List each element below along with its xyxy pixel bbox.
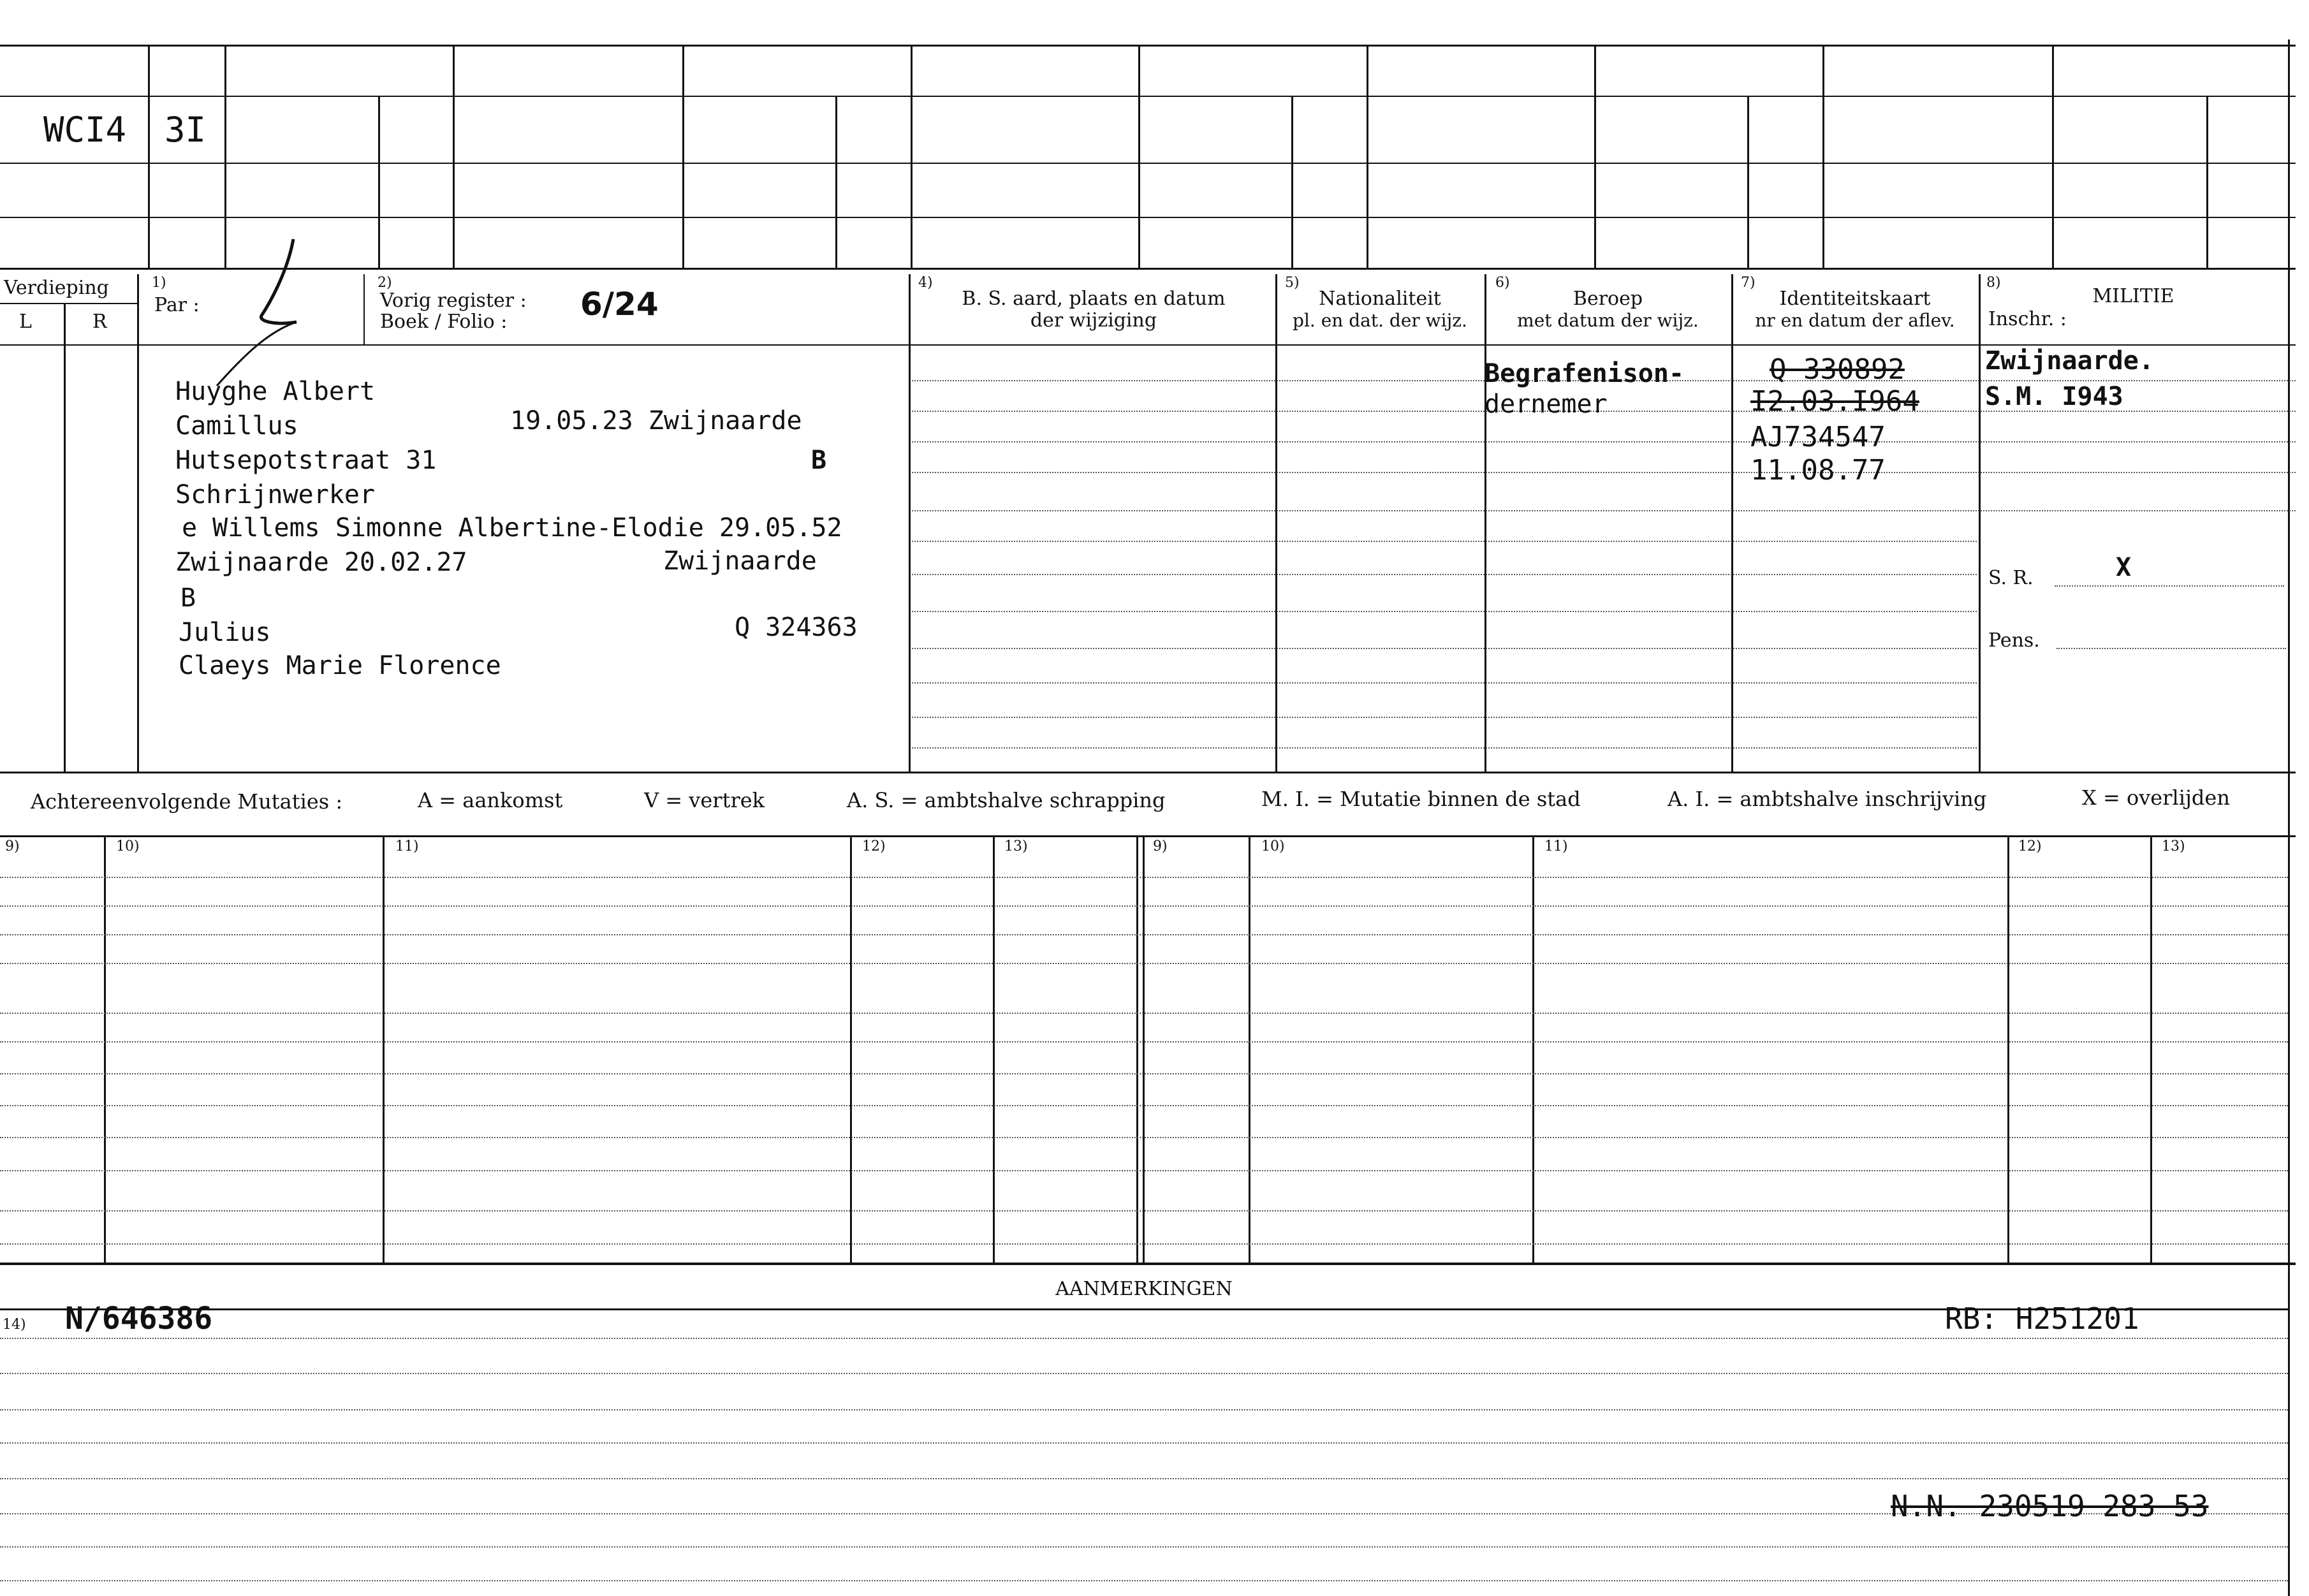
- legend-ambtshalve-schrapping: A. S. = ambtshalve schrapping: [847, 788, 1166, 812]
- boek-folio-label: Boek / Folio :: [380, 311, 508, 333]
- legend-overlijden: X = overlijden: [2082, 786, 2230, 810]
- bs-header-line1: B. S. aard, plaats en datum: [962, 288, 1226, 310]
- mutaties-col-9: 9): [5, 838, 20, 854]
- col-r-label: R: [92, 311, 107, 333]
- sr-value: X: [2116, 553, 2132, 582]
- signature-mark: [191, 236, 344, 389]
- militie-inschr-value: Zwijnaarde.: [1985, 346, 2154, 376]
- person-address: Hutsepotstraat 31: [175, 446, 437, 475]
- beroep-line2: dernemer: [1484, 390, 1608, 419]
- mutaties-col-11: 11): [395, 838, 419, 854]
- militie-header: MILITIE: [2092, 285, 2174, 307]
- aanmerking-number: N/646386: [65, 1301, 213, 1336]
- beroep-header: Beroep: [1572, 288, 1643, 310]
- beroep-line1: Begrafenison-: [1484, 359, 1685, 388]
- sr-label: S. R.: [1988, 567, 2034, 589]
- mutaties-col-13: 13): [1004, 838, 1028, 854]
- top-number: 3I: [165, 110, 207, 150]
- field-number-7: 7): [1741, 275, 1756, 291]
- mutaties-col-9b: 9): [1153, 838, 1168, 854]
- pens-label: Pens.: [1988, 629, 2040, 652]
- mutaties-col-11b: 11): [1544, 838, 1568, 854]
- field-number-2: 2): [378, 275, 392, 291]
- inschr-label: Inschr. :: [1988, 308, 2067, 330]
- bs-header-line2: der wijziging: [1030, 309, 1157, 332]
- nationaliteit-header: Nationaliteit: [1319, 288, 1441, 310]
- field-number-4: 4): [918, 275, 933, 291]
- field-number-1: 1): [152, 275, 166, 291]
- person-address-code: B: [811, 446, 827, 475]
- aanmerkingen-title: AANMERKINGEN: [1055, 1278, 1233, 1300]
- mutaties-col-12: 12): [862, 838, 886, 854]
- mutaties-col-12b: 12): [2018, 838, 2042, 854]
- id-number-2: AJ734547: [1750, 421, 1886, 453]
- person-father-id: Q 324363: [735, 613, 858, 642]
- id-number-1: Q 330892: [1770, 353, 1905, 386]
- legend-aankomst: A = aankomst: [418, 788, 563, 812]
- id-date-1: I2.03.I964: [1750, 385, 1919, 418]
- mutaties-col-10: 10): [116, 838, 140, 854]
- person-occupation: Schrijnwerker: [175, 480, 376, 509]
- rb-number: RB: H251201: [1945, 1301, 2139, 1336]
- id-date-2: 11.08.77: [1750, 454, 1886, 487]
- person-given-names: Camillus: [175, 411, 298, 441]
- verdieping-label: Verdieping: [4, 277, 109, 299]
- legend-mutatie-stad: M. I. = Mutatie binnen de stad: [1261, 787, 1581, 811]
- field-number-8: 8): [1986, 275, 2001, 291]
- mutaties-col-13b: 13): [2162, 838, 2185, 854]
- person-spouse: e Willems Simonne Albertine-Elodie 29.05.52: [182, 513, 842, 543]
- person-code-b: B: [180, 583, 196, 613]
- legend-vertrek: V = vertrek: [644, 788, 765, 812]
- vorig-register-value: 6/24: [580, 286, 659, 323]
- legend-ambtshalve-inschrijving: A. I. = ambtshalve inschrijving: [1668, 787, 1987, 811]
- person-spouse-place: Zwijnaarde: [663, 546, 817, 576]
- nn-number: N.N. 230519 283 53: [1891, 1489, 2209, 1523]
- field-number-6: 6): [1495, 275, 1510, 291]
- identiteitskaart-subheader: nr en datum der aflev.: [1755, 310, 1955, 331]
- beroep-subheader: met datum der wijz.: [1517, 310, 1699, 331]
- top-code: WCI4: [43, 110, 127, 150]
- militie-year: S.M. I943: [1985, 382, 2123, 411]
- field-number-5: 5): [1285, 275, 1300, 291]
- col-l-label: L: [19, 311, 32, 333]
- vorig-register-label: Vorig register :: [380, 289, 527, 312]
- mutaties-col-10b: 10): [1261, 838, 1285, 854]
- identiteitskaart-header: Identiteitskaart: [1779, 288, 1931, 310]
- field-number-14: 14): [3, 1317, 26, 1333]
- person-spouse-birth: Zwijnaarde 20.02.27: [175, 548, 467, 577]
- person-birth: 19.05.23 Zwijnaarde: [510, 406, 802, 436]
- person-name: Huyghe Albert: [175, 377, 376, 406]
- person-mother: Claeys Marie Florence: [179, 651, 501, 680]
- par-label: Par :: [154, 294, 200, 316]
- person-father: Julius: [179, 618, 271, 647]
- nationaliteit-subheader: pl. en dat. der wijz.: [1293, 310, 1467, 331]
- mutaties-title: Achtereenvolgende Mutaties :: [31, 789, 343, 814]
